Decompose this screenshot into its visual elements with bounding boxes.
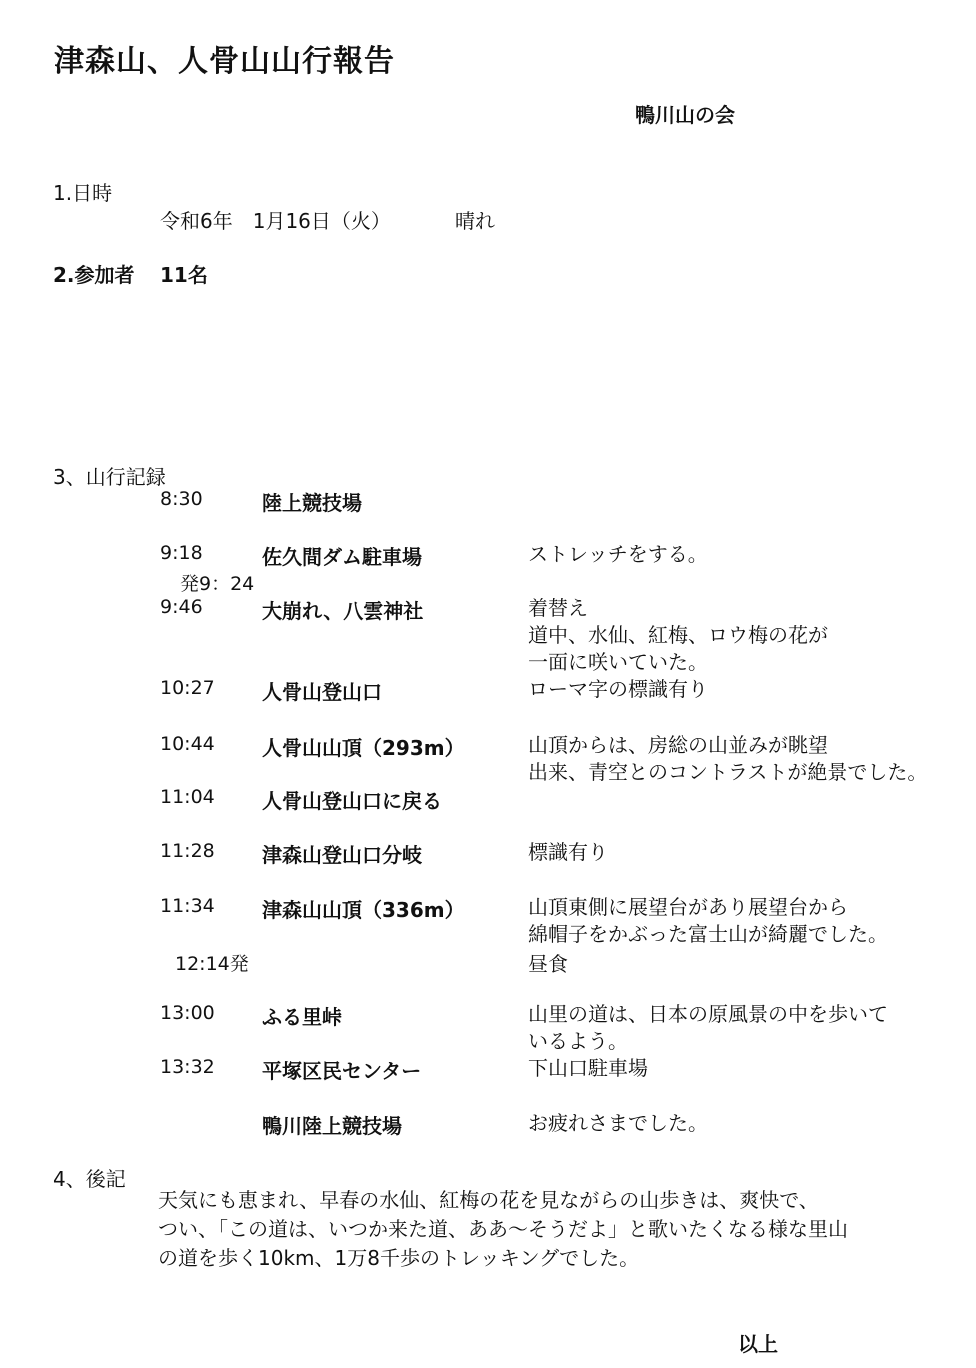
log-place: 津森山山頂（336m）: [262, 898, 465, 922]
log-place: 津森山登山口分岐: [262, 843, 422, 867]
postscript-line: の道を歩く10km、1万8千歩のトレッキングでした。: [158, 1246, 640, 1270]
log-note-line: ローマ字の標識有り: [528, 677, 708, 701]
document-title: 津森山、人骨山山行報告: [54, 44, 395, 79]
log-note: [528, 595, 828, 676]
log-place: 人骨山山頂（293m）: [262, 736, 465, 760]
log-note-line: お疲れさまでした。: [528, 1111, 708, 1135]
log-time: 11:28: [160, 840, 215, 862]
log-note: [528, 1110, 708, 1137]
log-note: [528, 894, 888, 948]
section1-heading: 1.日時: [53, 181, 113, 205]
postscript: [158, 1186, 848, 1273]
section3-heading: 3、山行記録: [53, 465, 166, 489]
log-time: 13:00: [160, 1002, 215, 1024]
log-time: 10:27: [160, 677, 215, 699]
departure-time: 12:14発: [175, 953, 249, 975]
log-time: 10:44: [160, 733, 215, 755]
log-time: 9:18: [160, 542, 203, 564]
log-place: 平塚区民センター: [262, 1059, 422, 1083]
log-place: 大崩れ、八雲神社: [262, 599, 424, 623]
organization-name: 鴨川山の会: [635, 103, 735, 127]
log-note: [528, 1001, 888, 1055]
log-note-line: 道中、水仙、紅梅、ロウ梅の花が: [528, 623, 828, 647]
log-note: [528, 839, 608, 866]
closing-mark: 以上: [738, 1332, 778, 1356]
log-note-line: 着替え: [528, 596, 588, 620]
log-note: [528, 541, 708, 568]
weather-text: 晴れ: [455, 209, 495, 233]
log-time: 13:32: [160, 1056, 215, 1078]
log-note-line: 山頂からは、房総の山並みが眺望: [528, 733, 828, 757]
log-note-line: 出来、青空とのコントラストが絶景でした。: [528, 760, 928, 784]
log-place: 人骨山登山口: [262, 680, 382, 704]
log-place: 人骨山登山口に戻る: [262, 789, 442, 813]
postscript-line: つい、「この道は、いつか来た道、ああ～そうだよ」と歌いたくなる様な里山: [158, 1217, 848, 1241]
log-note-line: 綿帽子をかぶった富士山が綺麗でした。: [528, 922, 888, 946]
date-text: 令和6年 1月16日（火）: [160, 209, 391, 233]
log-note: [528, 1055, 648, 1082]
postscript-line: 天気にも恵まれ、早春の水仙、紅梅の花を見ながらの山歩きは、爽快で、: [158, 1188, 819, 1212]
log-time: 8:30: [160, 488, 203, 510]
log-note-line: 山里の道は、日本の原風景の中を歩いて: [528, 1002, 888, 1026]
lunch-note: 昼食: [528, 952, 568, 976]
departure-time: 発9：24: [180, 573, 255, 595]
log-time: 11:34: [160, 895, 215, 917]
log-place: ふる里峠: [262, 1005, 342, 1029]
log-place: 佐久間ダム駐車場: [262, 545, 422, 569]
log-note: [528, 676, 708, 703]
participant-count: 11名: [160, 263, 208, 287]
log-place: 鴨川陸上競技場: [262, 1114, 402, 1138]
log-note-line: 標識有り: [528, 840, 608, 864]
log-place: 陸上競技場: [262, 491, 362, 515]
section2-heading: 2.参加者: [53, 263, 135, 287]
log-time: 9:46: [160, 596, 203, 618]
log-note: [528, 732, 927, 786]
log-note-line: 下山口駐車場: [528, 1056, 648, 1080]
section4-heading: 4、後記: [53, 1167, 126, 1191]
log-note-line: 一面に咲いていた。: [528, 650, 708, 674]
log-note-line: いるよう。: [528, 1029, 628, 1053]
log-note-line: ストレッチをする。: [528, 542, 708, 566]
log-time: 11:04: [160, 786, 215, 808]
log-note-line: 山頂東側に展望台があり展望台から: [528, 895, 848, 919]
